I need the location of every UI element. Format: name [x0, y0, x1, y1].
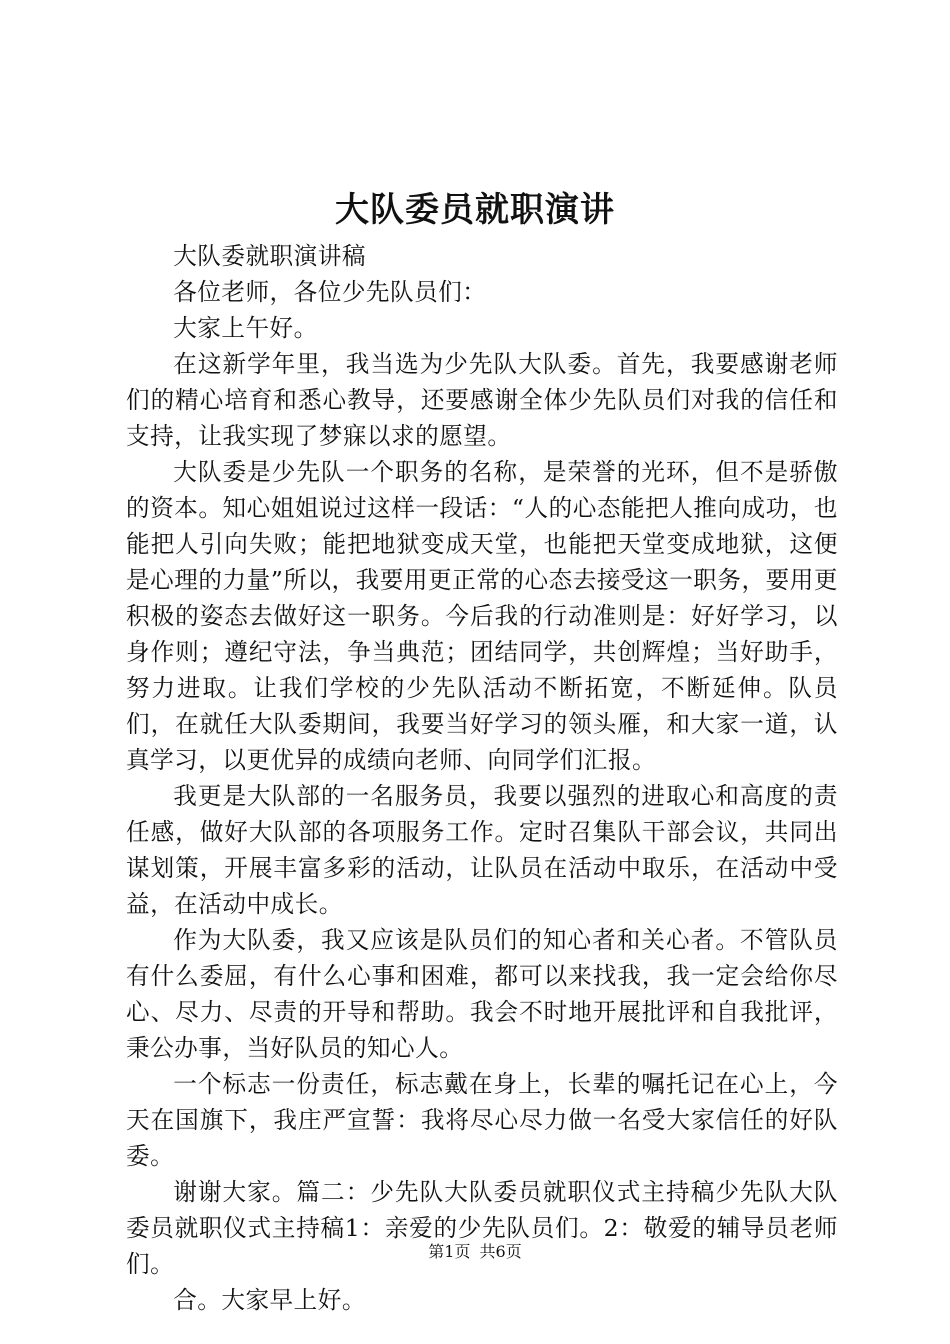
paragraph-greeting: 大家上午好。	[173, 314, 318, 342]
document-body	[126, 238, 838, 1318]
page-total: 共6页	[479, 1242, 522, 1261]
paragraph-final: 合。大家早上好。	[173, 1286, 366, 1314]
paragraph-thanks: 在这新学年里，我当选为少先队大队委。首先，我要感谢老师们的精心培育和悉心教导，还要感谢全体少先队员们对我的信任和支持，让我实现了梦寐以求的愿望。	[126, 350, 838, 450]
paragraph-oath: 一个标志一份责任，标志戴在身上，长辈的嘱托记在心上，今天在国旗下，我庄严宣誓：我将尽心尽力做一名受大家信任的好队委。	[126, 1070, 838, 1170]
page-number: 第1页	[428, 1242, 471, 1261]
paragraph-role: 大队委是少先队一个职务的名称，是荣誉的光环，但不是骄傲的资本。知心姐姐说过这样一段话：“人的心态能把人推向成功，也能把人引向失败；能把地狱变成天堂，也能把天堂变成地狱，这便是心理的力量”所以，我要用更正常的心态去接受这一职务，要用更积极的姿态去做好这一职务。今后我的行动准则是：好好学习，以身作则；遵纪守法，争当典范；团结同学，共创辉煌；当好助手，努力进取。让我们学校的少先队活动不断拓宽，不断延伸。队员们，在就任大队委期间，我要当好学习的领头雁，和大家一道，认真学习，以更优异的成绩向老师、向同学们汇报。	[126, 458, 838, 774]
paragraph-heading: 大队委就职演讲稿	[173, 242, 366, 270]
paragraph-closing: 谢谢大家。篇二：少先队大队委员就职仪式主持稿少先队大队委员就职仪式主持稿1：亲爱的少先队员们。2：敬爱的辅导员老师们。	[126, 1178, 838, 1278]
paragraph-service: 我更是大队部的一名服务员，我要以强烈的进取心和高度的责任感，做好大队部的各项服务工作。定时召集队干部会议，共同出谋划策，开展丰富多彩的活动，让队员在活动中取乐，在活动中受益，在活动中成长。	[126, 782, 838, 918]
paragraph-care: 作为大队委，我又应该是队员们的知心者和关心者。不管队员有什么委屈，有什么心事和困难，都可以来找我，我一定会给你尽心、尽力、尽责的开导和帮助。我会不时地开展批评和自我批评，秉公办事，当好队员的知心人。	[126, 926, 838, 1062]
document-title: 大队委员就职演讲	[335, 190, 615, 230]
paragraph-salutation: 各位老师，各位少先队员们：	[173, 278, 487, 306]
page-footer	[0, 1240, 950, 1264]
